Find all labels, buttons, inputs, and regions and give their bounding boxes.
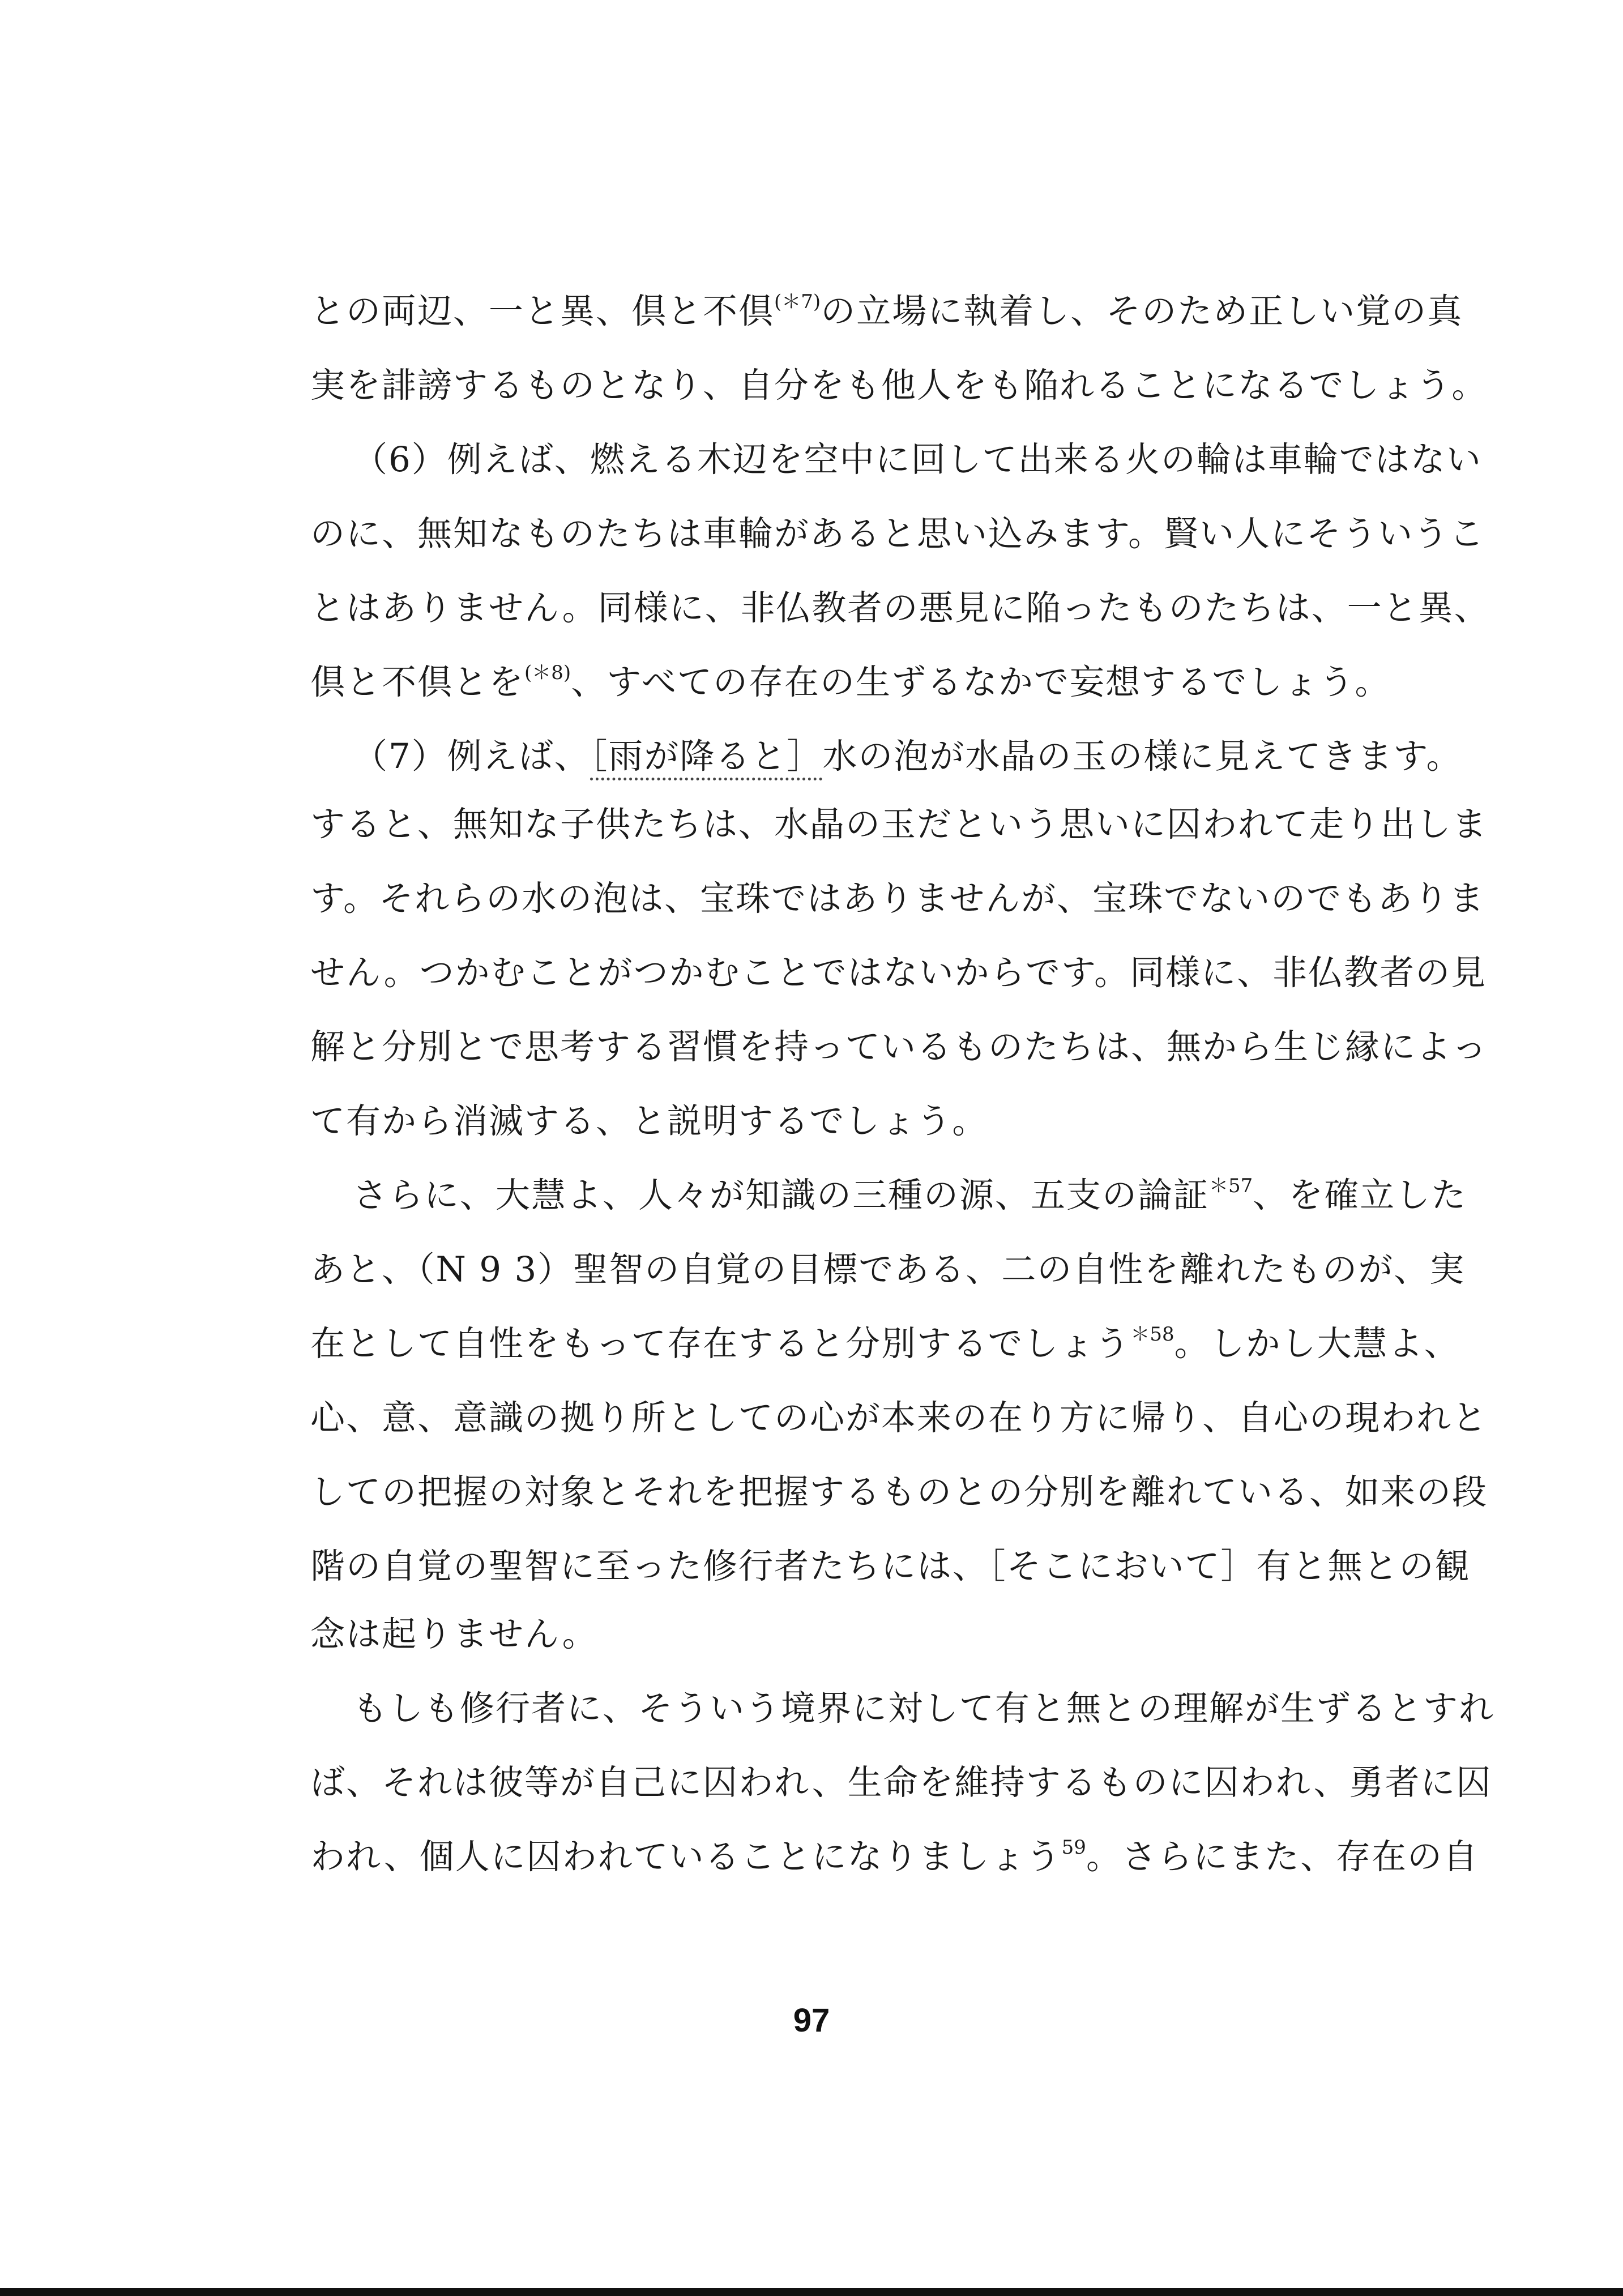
text-line: 解と分別とで思考する習慣を持っているものたちは、無から生じ縁によっ	[310, 1027, 1488, 1067]
page-number: 97	[793, 2002, 830, 2039]
text-line: あと、（N 9 3）聖智の自覚の目標である、二の自性を離れたものが、実	[310, 1249, 1466, 1290]
footnote-marker: 59	[1061, 1836, 1086, 1859]
footnote-marker: ＊58	[1130, 1323, 1174, 1346]
body-text	[310, 283, 1495, 1903]
text-line: われ、個人に囚われていることになりましょう$^{59}$。さらにまた、存在の自	[310, 1836, 1479, 1877]
footnote-marker: (＊8)	[524, 662, 571, 684]
text-line: すると、無知な子供たちは、水晶の玉だという思いに囚われて走り出しま	[310, 804, 1488, 844]
footnote-marker: ＊57	[1209, 1175, 1253, 1197]
text-line: のに、無知なものたちは車輪があると思い込みます。賢い人にそういうこ	[310, 514, 1485, 554]
text-line: 倶と不倶とを$^{(*8)}$、すべての存在の生ずるなかで妄想するでしょう。	[310, 662, 1391, 702]
footnote-marker: (＊7)	[774, 291, 821, 313]
text-line: 在として自性をもって存在すると分別するでしょう$^{*58}$。しかし大慧よ、	[310, 1323, 1460, 1364]
text-line: 実を誹謗するものとなり、自分をも他人をも陥れることになるでしょう。	[310, 365, 1488, 406]
bottom-border	[0, 2288, 1623, 2296]
text-line: せん。つかむことがつかむことではないからです。同様に、非仏教者の見	[310, 953, 1487, 993]
paragraph-start: もしも修行者に、そういう境界に対して有と無との理解が生ずるとすれ	[353, 1688, 1495, 1729]
text-line: ば、それは彼等が自己に囚われ、生命を維持するものに囚われ、勇者に囚	[310, 1762, 1492, 1803]
paragraph-start: （6）例えば、燃える木辺を空中に回して出来る火の輪は車輪ではない	[353, 439, 1482, 480]
paragraph-start: （7）例えば、［雨が降ると］水の泡が水晶の玉の様に見えてきます。	[310, 728, 1365, 796]
text-line: て有から消滅する、と説明するでしょう。	[310, 1101, 988, 1141]
text-line: しての把握の対象とそれを把握するものとの分別を離れている、如来の段	[310, 1472, 1488, 1512]
text-line: す。それらの水の泡は、宝珠ではありませんが、宝珠でないのでもありま	[310, 878, 1485, 919]
text-line: との両辺、一と異、倶と不倶$^{(*7)}$の立場に執着し、そのため正しい覚の真	[310, 291, 1463, 331]
text-line: 心、意、意識の拠り所としての心が本来の在り方に帰り、自心の現われと	[310, 1398, 1488, 1438]
dotted-insertion: ［雨が降ると］	[590, 736, 823, 780]
text-line: とはありません。同様に、非仏教者の悪見に陥ったものたちは、一と異、	[310, 588, 1490, 628]
text-line: 念は起りません。	[310, 1614, 598, 1654]
text-line: 階の自覚の聖智に至った修行者たちには、［そこにおいて］有と無との観	[310, 1546, 1471, 1586]
paragraph-start: さらに、大慧よ、人々が知識の三種の源、五支の論証$^{*57}$、を確立した	[353, 1175, 1467, 1215]
